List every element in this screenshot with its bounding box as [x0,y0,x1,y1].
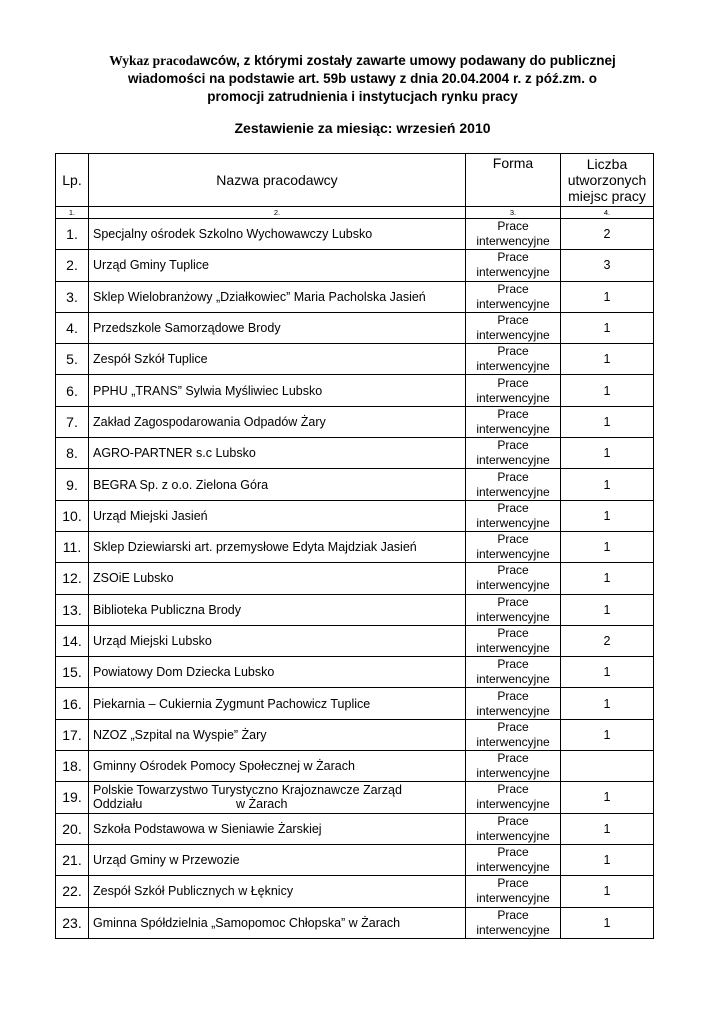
row-employer-name: Szkoła Podstawowa w Sieniawie Żarskiej [89,813,466,844]
row-forma-line-2: interwencyjne [476,672,550,687]
row-lp: 19. [56,782,89,813]
table-row [56,907,654,938]
row-forma [466,657,561,688]
row-job-count: 1 [561,844,654,875]
table-row [56,563,654,594]
row-job-count: 1 [561,406,654,437]
row-lp: 1. [56,219,89,250]
row-lp: 2. [56,250,89,281]
row-employer-name: Urząd Miejski Jasień [89,500,466,531]
row-job-count: 1 [561,876,654,907]
header-name: Nazwa pracodawcy [89,154,466,207]
row-forma-line-1: Prace [497,876,529,891]
row-job-count: 1 [561,500,654,531]
row-employer-name: Urząd Gminy w Przewozie [89,844,466,875]
column-number-row [56,207,654,219]
row-job-count: 1 [561,782,654,813]
row-forma-line-2: interwencyjne [476,641,550,655]
row-lp: 7. [56,406,89,437]
row-job-count: 1 [561,719,654,750]
row-forma [466,782,561,813]
row-job-count: 1 [561,594,654,625]
column-number: 2. [89,207,466,219]
row-forma-line-2: interwencyjne [476,390,550,405]
document-subtitle: Zestawienie za miesiąc: wrzesień 2010 [234,120,491,136]
row-job-count [561,751,654,782]
header-count-line-2: utworzonych [567,172,647,188]
row-forma-line-2: interwencyjne [476,265,550,280]
row-lp: 11. [56,531,89,562]
column-number: 3. [466,207,561,219]
row-job-count: 1 [561,469,654,500]
row-forma-line-2: interwencyjne [476,703,550,718]
table-row [56,281,654,312]
row-forma [466,375,561,406]
row-forma-line-1: Prace [497,751,529,766]
table-row [56,312,654,343]
row-forma [466,219,561,250]
employers-table [55,153,654,939]
row-forma-line-2: interwencyjne [476,734,550,749]
row-lp: 16. [56,688,89,719]
table-row [56,406,654,437]
row-forma [466,625,561,656]
document-title [40,52,685,106]
row-job-count: 1 [561,531,654,562]
row-employer-name: Gminna Spółdzielnia „Samopomoc Chłopska” w Żarach [89,907,466,938]
header-count-line-1: Liczba [586,156,628,172]
row-employer-name: Gminny Ośrodek Pomocy Społecznej w Żarach [89,751,466,782]
row-forma-line-1: Prace [497,594,529,609]
row-forma-line-2: interwencyjne [476,234,550,249]
row-employer-name: Piekarnia – Cukiernia Zygmunt Pachowicz Tuplice [89,688,466,719]
title-line-1-part-a: Wykaz pracoda [109,53,200,68]
row-forma-line-2: interwencyjne [476,328,550,343]
row-forma-line-1: Prace [497,375,529,390]
table-row [56,844,654,875]
row-forma [466,344,561,375]
row-employer-name: PPHU „TRANS” Sylwia Myśliwiec Lubsko [89,375,466,406]
row-job-count: 1 [561,312,654,343]
row-employer-name: ZSOiE Lubsko [89,563,466,594]
column-number: 4. [561,207,654,219]
row-lp: 4. [56,312,89,343]
row-forma [466,469,561,500]
row-forma-line-1: Prace [497,907,529,922]
row-job-count: 1 [561,563,654,594]
row-employer-name-line-1: Polskie Towarzystwo Turystyczno Krajoznawcze Zarząd [93,783,402,798]
row-forma-line-2: interwencyjne [476,891,550,906]
title-line-1-part-b: wców, z którymi zostały zawarte umowy podawany do publicznej [199,53,616,68]
row-forma-line-2: interwencyjne [476,578,550,593]
table-row [56,782,654,813]
table-row [56,250,654,281]
row-forma-line-1: Prace [497,313,529,328]
table-row [56,219,654,250]
table-row [56,876,654,907]
row-forma-line-1: Prace [497,500,529,515]
row-lp: 10. [56,500,89,531]
row-employer-name: Sklep Dziewiarski art. przemysłowe Edyta Majdziak Jasień [89,531,466,562]
row-lp: 20. [56,813,89,844]
row-forma-line-2: interwencyjne [476,547,550,562]
row-employer-name-line-2 [93,797,465,811]
table-row [56,688,654,719]
header-count-line-3: miejsc pracy [568,188,646,204]
row-forma [466,563,561,594]
row-forma [466,844,561,875]
row-forma [466,438,561,469]
row-job-count: 1 [561,438,654,469]
row-forma-line-2: interwencyjne [476,860,550,875]
row-forma-line-1: Prace [497,250,529,265]
row-job-count: 1 [561,813,654,844]
row-employer-name: Urząd Miejski Lubsko [89,625,466,656]
row-forma-line-1: Prace [497,438,529,453]
row-forma-line-1: Prace [497,845,529,860]
row-employer-name: Powiatowy Dom Dziecka Lubsko [89,657,466,688]
row-forma [466,907,561,938]
table-header-row [56,154,654,207]
row-forma [466,250,561,281]
title-line-2: wiadomości na podstawie art. 59b ustawy z dnia 20.04.2004 r. z póź.zm. o [128,71,597,86]
row-employer-name: Zakład Zagospodarowania Odpadów Żary [89,406,466,437]
row-employer-name: Urząd Gminy Tuplice [89,250,466,281]
row-job-count: 2 [561,625,654,656]
row-lp: 6. [56,375,89,406]
table-row [56,657,654,688]
header-count [561,154,654,207]
row-employer-name-line-2-part-a: Oddziału [93,797,143,812]
table-row [56,625,654,656]
row-employer-name: AGRO-PARTNER s.c Lubsko [89,438,466,469]
table-row [56,375,654,406]
table-row [56,344,654,375]
row-lp: 21. [56,844,89,875]
table-row [56,469,654,500]
row-forma-line-2: interwencyjne [476,515,550,530]
row-forma [466,281,561,312]
row-forma-line-2: interwencyjne [476,453,550,468]
row-forma-line-1: Prace [497,219,529,234]
row-employer-name [89,782,466,813]
row-job-count: 1 [561,281,654,312]
table-row [56,719,654,750]
row-lp: 22. [56,876,89,907]
table-row [56,751,654,782]
title-line-1 [40,52,685,70]
row-job-count: 3 [561,250,654,281]
table-row [56,438,654,469]
row-employer-name: Zespół Szkół Tuplice [89,344,466,375]
row-employer-name: Biblioteka Publiczna Brody [89,594,466,625]
row-forma [466,751,561,782]
row-forma-line-1: Prace [497,406,529,421]
row-forma [466,312,561,343]
row-lp: 15. [56,657,89,688]
row-job-count: 1 [561,688,654,719]
row-employer-name: Sklep Wielobranżowy „Działkowiec” Maria Pacholska Jasień [89,281,466,312]
row-employer-name-line-2-part-b: w Żarach [236,797,288,812]
row-lp: 9. [56,469,89,500]
row-forma [466,500,561,531]
title-line-3: promocji zatrudnienia i instytucjach rynku pracy [207,89,518,104]
row-employer-name: NZOZ „Szpital na Wyspie” Żary [89,719,466,750]
row-employer-name: Specjalny ośrodek Szkolno Wychowawczy Lubsko [89,219,466,250]
row-forma-line-2: interwencyjne [476,828,550,843]
row-job-count: 1 [561,657,654,688]
row-lp: 13. [56,594,89,625]
row-forma [466,688,561,719]
row-lp: 23. [56,907,89,938]
table-row [56,500,654,531]
table-row [56,531,654,562]
row-forma [466,531,561,562]
row-lp: 17. [56,719,89,750]
row-job-count: 1 [561,907,654,938]
row-forma-line-2: interwencyjne [476,359,550,374]
column-number: 1. [56,207,89,219]
row-forma [466,813,561,844]
row-forma [466,594,561,625]
table-row [56,813,654,844]
row-forma-line-2: interwencyjne [476,421,550,436]
table-row [56,594,654,625]
row-forma-line-1: Prace [497,344,529,359]
row-lp: 8. [56,438,89,469]
row-forma-line-2: interwencyjne [476,797,550,812]
row-forma-line-1: Prace [497,813,529,828]
row-forma-line-1: Prace [497,782,529,797]
row-forma-line-2: interwencyjne [476,609,550,624]
row-job-count: 2 [561,219,654,250]
header-forma: Forma [466,154,561,207]
row-forma-line-1: Prace [497,469,529,484]
row-lp: 12. [56,563,89,594]
row-forma [466,719,561,750]
row-forma-line-1: Prace [497,563,529,578]
row-lp: 3. [56,281,89,312]
row-job-count: 1 [561,344,654,375]
row-forma-line-1: Prace [497,719,529,734]
row-forma-line-2: interwencyjne [476,766,550,781]
row-forma-line-1: Prace [497,626,529,640]
row-forma [466,876,561,907]
row-forma-line-2: interwencyjne [476,296,550,311]
row-forma-line-1: Prace [497,281,529,296]
row-forma-line-2: interwencyjne [476,484,550,499]
row-forma-line-1: Prace [497,688,529,703]
row-employer-name: Zespół Szkół Publicznych w Łęknicy [89,876,466,907]
header-lp: Lp. [56,154,89,207]
row-forma-line-2: interwencyjne [476,922,550,937]
row-lp: 18. [56,751,89,782]
row-employer-name: BEGRA Sp. z o.o. Zielona Góra [89,469,466,500]
row-lp: 14. [56,625,89,656]
row-forma [466,406,561,437]
row-job-count: 1 [561,375,654,406]
row-forma-line-1: Prace [497,532,529,547]
row-employer-name: Przedszkole Samorządowe Brody [89,312,466,343]
row-forma-line-1: Prace [497,657,529,672]
row-lp: 5. [56,344,89,375]
